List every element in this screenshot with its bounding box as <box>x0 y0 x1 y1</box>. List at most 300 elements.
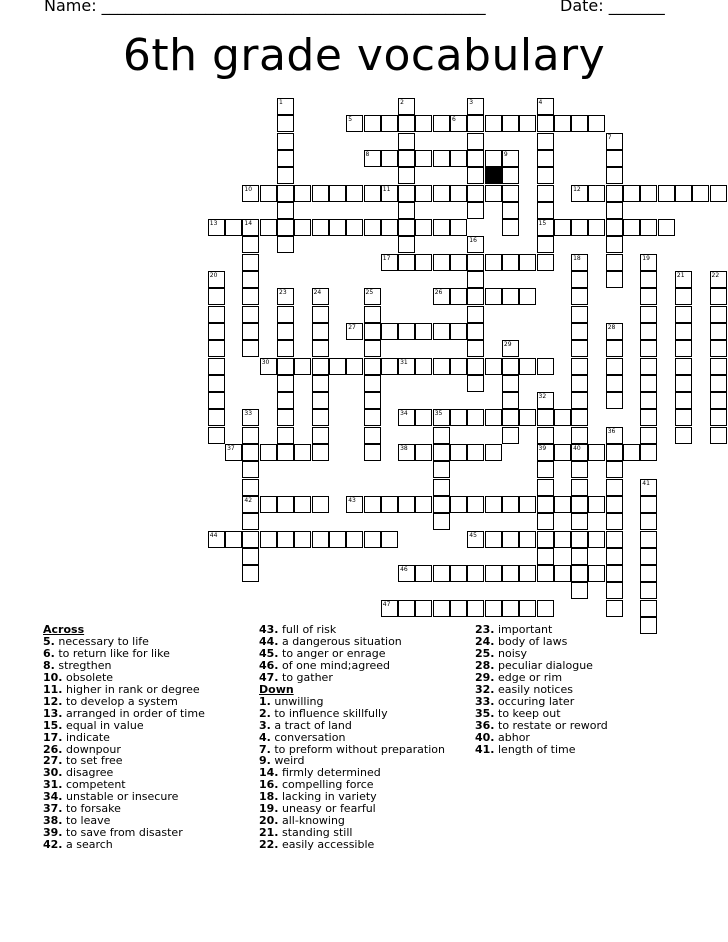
grid-cell[interactable] <box>415 496 432 513</box>
grid-cell[interactable] <box>606 236 623 253</box>
grid-cell[interactable] <box>640 565 657 582</box>
grid-cell[interactable] <box>519 496 536 513</box>
grid-cell[interactable] <box>537 427 554 444</box>
grid-cell[interactable] <box>312 444 329 461</box>
grid-cell[interactable] <box>277 202 294 219</box>
grid-cell[interactable] <box>312 358 329 375</box>
grid-cell[interactable] <box>485 600 502 617</box>
grid-cell[interactable] <box>640 271 657 288</box>
grid-cell[interactable] <box>640 444 657 461</box>
grid-cell[interactable] <box>450 565 467 582</box>
grid-cell[interactable] <box>710 323 727 340</box>
grid-cell[interactable] <box>364 358 381 375</box>
grid-cell[interactable] <box>415 150 432 167</box>
grid-cell[interactable] <box>675 306 692 323</box>
grid-cell[interactable] <box>485 150 502 167</box>
grid-cell[interactable] <box>398 98 415 115</box>
grid-cell[interactable] <box>502 358 519 375</box>
grid-cell[interactable] <box>225 219 242 236</box>
grid-cell[interactable] <box>502 496 519 513</box>
grid-cell[interactable] <box>502 219 519 236</box>
grid-cell[interactable] <box>277 150 294 167</box>
grid-cell[interactable] <box>519 115 536 132</box>
grid-cell[interactable] <box>571 219 588 236</box>
grid-cell[interactable] <box>242 340 259 357</box>
grid-cell[interactable] <box>433 288 450 305</box>
grid-cell[interactable] <box>588 185 605 202</box>
grid-cell[interactable] <box>381 254 398 271</box>
grid-cell[interactable] <box>450 323 467 340</box>
grid-cell[interactable] <box>433 496 450 513</box>
grid-cell[interactable] <box>554 219 571 236</box>
grid-cell[interactable] <box>502 427 519 444</box>
grid-cell[interactable] <box>502 340 519 357</box>
grid-cell[interactable] <box>519 288 536 305</box>
grid-cell[interactable] <box>450 600 467 617</box>
grid-cell[interactable] <box>277 531 294 548</box>
grid-cell[interactable] <box>242 479 259 496</box>
grid-cell[interactable] <box>242 513 259 530</box>
grid-cell[interactable] <box>242 219 259 236</box>
grid-cell[interactable] <box>277 427 294 444</box>
grid-cell[interactable] <box>398 409 415 426</box>
grid-cell[interactable] <box>554 496 571 513</box>
grid-cell[interactable] <box>208 427 225 444</box>
grid-cell[interactable] <box>640 617 657 634</box>
grid-cell[interactable] <box>277 236 294 253</box>
grid-cell[interactable] <box>554 531 571 548</box>
grid-cell[interactable] <box>675 392 692 409</box>
grid-cell[interactable] <box>675 288 692 305</box>
grid-cell[interactable] <box>208 219 225 236</box>
grid-cell[interactable] <box>537 98 554 115</box>
grid-cell[interactable] <box>485 496 502 513</box>
grid-cell[interactable] <box>467 496 484 513</box>
grid-cell[interactable] <box>242 271 259 288</box>
grid-cell[interactable] <box>675 358 692 375</box>
grid-cell[interactable] <box>640 340 657 357</box>
grid-cell[interactable] <box>208 340 225 357</box>
grid-cell[interactable] <box>675 185 692 202</box>
grid-cell[interactable] <box>415 565 432 582</box>
grid-cell[interactable] <box>502 254 519 271</box>
grid-cell[interactable] <box>640 306 657 323</box>
grid-cell[interactable] <box>537 513 554 530</box>
grid-cell[interactable] <box>364 219 381 236</box>
grid-cell[interactable] <box>571 409 588 426</box>
grid-cell[interactable] <box>398 185 415 202</box>
grid-cell[interactable] <box>606 185 623 202</box>
grid-cell[interactable] <box>606 461 623 478</box>
grid-cell[interactable] <box>710 375 727 392</box>
grid-cell[interactable] <box>485 185 502 202</box>
grid-cell[interactable] <box>606 323 623 340</box>
grid-cell[interactable] <box>467 185 484 202</box>
grid-cell[interactable] <box>519 600 536 617</box>
grid-cell[interactable] <box>554 444 571 461</box>
grid-cell[interactable] <box>623 444 640 461</box>
grid-cell[interactable] <box>502 167 519 184</box>
grid-cell[interactable] <box>294 185 311 202</box>
grid-cell[interactable] <box>433 323 450 340</box>
grid-cell[interactable] <box>606 202 623 219</box>
grid-cell[interactable] <box>346 185 363 202</box>
grid-cell[interactable] <box>571 271 588 288</box>
grid-cell[interactable] <box>467 358 484 375</box>
grid-cell[interactable] <box>537 150 554 167</box>
grid-cell[interactable] <box>450 185 467 202</box>
grid-cell[interactable] <box>502 202 519 219</box>
grid-cell[interactable] <box>242 236 259 253</box>
grid-cell[interactable] <box>294 444 311 461</box>
grid-cell[interactable] <box>537 479 554 496</box>
grid-cell[interactable] <box>364 427 381 444</box>
grid-cell[interactable] <box>415 185 432 202</box>
grid-cell[interactable] <box>364 375 381 392</box>
grid-cell[interactable] <box>606 600 623 617</box>
grid-cell[interactable] <box>675 340 692 357</box>
grid-cell[interactable] <box>433 409 450 426</box>
grid-cell[interactable] <box>450 115 467 132</box>
grid-cell[interactable] <box>537 236 554 253</box>
grid-cell[interactable] <box>398 133 415 150</box>
grid-cell[interactable] <box>640 548 657 565</box>
grid-cell[interactable] <box>485 444 502 461</box>
grid-cell[interactable] <box>450 409 467 426</box>
grid-cell[interactable] <box>485 565 502 582</box>
grid-cell[interactable] <box>208 531 225 548</box>
grid-cell[interactable] <box>554 115 571 132</box>
grid-cell[interactable] <box>537 409 554 426</box>
grid-cell[interactable] <box>485 115 502 132</box>
grid-cell[interactable] <box>467 565 484 582</box>
grid-cell[interactable] <box>502 600 519 617</box>
grid-cell[interactable] <box>260 496 277 513</box>
grid-cell[interactable] <box>398 358 415 375</box>
grid-cell[interactable] <box>571 115 588 132</box>
grid-cell[interactable] <box>502 288 519 305</box>
grid-cell[interactable] <box>571 479 588 496</box>
grid-cell[interactable] <box>606 150 623 167</box>
grid-cell[interactable] <box>398 254 415 271</box>
grid-cell[interactable] <box>398 565 415 582</box>
grid-cell[interactable] <box>571 358 588 375</box>
grid-cell[interactable] <box>640 392 657 409</box>
grid-cell[interactable] <box>260 444 277 461</box>
grid-cell[interactable] <box>450 150 467 167</box>
grid-cell[interactable] <box>502 150 519 167</box>
grid-cell[interactable] <box>467 133 484 150</box>
grid-cell[interactable] <box>571 306 588 323</box>
grid-cell[interactable] <box>640 219 657 236</box>
grid-cell[interactable] <box>537 185 554 202</box>
grid-cell[interactable] <box>606 427 623 444</box>
grid-cell[interactable] <box>571 531 588 548</box>
grid-cell[interactable] <box>277 288 294 305</box>
grid-cell[interactable] <box>450 254 467 271</box>
grid-cell[interactable] <box>640 479 657 496</box>
grid-cell[interactable] <box>537 531 554 548</box>
grid-cell[interactable] <box>415 254 432 271</box>
grid-cell[interactable] <box>502 409 519 426</box>
grid-cell[interactable] <box>606 565 623 582</box>
grid-cell[interactable] <box>242 288 259 305</box>
grid-cell[interactable] <box>485 358 502 375</box>
grid-cell[interactable] <box>606 340 623 357</box>
grid-cell[interactable] <box>467 202 484 219</box>
grid-cell[interactable] <box>571 185 588 202</box>
grid-cell[interactable] <box>346 219 363 236</box>
grid-cell[interactable] <box>640 375 657 392</box>
grid-cell[interactable] <box>640 496 657 513</box>
grid-cell[interactable] <box>208 409 225 426</box>
grid-cell[interactable] <box>277 444 294 461</box>
grid-cell[interactable] <box>364 185 381 202</box>
grid-cell[interactable] <box>588 496 605 513</box>
grid-cell[interactable] <box>537 202 554 219</box>
grid-cell[interactable] <box>537 115 554 132</box>
grid-cell[interactable] <box>433 219 450 236</box>
grid-cell[interactable] <box>502 531 519 548</box>
grid-cell[interactable] <box>312 496 329 513</box>
grid-cell[interactable] <box>242 444 259 461</box>
grid-cell[interactable] <box>710 427 727 444</box>
grid-cell[interactable] <box>312 288 329 305</box>
grid-cell[interactable] <box>554 409 571 426</box>
grid-cell[interactable] <box>571 496 588 513</box>
grid-cell[interactable] <box>710 340 727 357</box>
grid-cell[interactable] <box>710 358 727 375</box>
grid-cell[interactable] <box>225 531 242 548</box>
grid-cell[interactable] <box>260 219 277 236</box>
grid-cell[interactable] <box>242 531 259 548</box>
grid-cell[interactable] <box>415 444 432 461</box>
grid-cell[interactable] <box>606 358 623 375</box>
grid-cell[interactable] <box>606 496 623 513</box>
grid-cell[interactable] <box>606 254 623 271</box>
grid-cell[interactable] <box>433 479 450 496</box>
grid-cell[interactable] <box>467 236 484 253</box>
grid-cell[interactable] <box>329 219 346 236</box>
grid-cell[interactable] <box>606 582 623 599</box>
grid-cell[interactable] <box>364 444 381 461</box>
grid-cell[interactable] <box>485 531 502 548</box>
grid-cell[interactable] <box>208 375 225 392</box>
grid-cell[interactable] <box>537 392 554 409</box>
grid-cell[interactable] <box>450 444 467 461</box>
grid-cell[interactable] <box>537 358 554 375</box>
grid-cell[interactable] <box>606 444 623 461</box>
grid-cell[interactable] <box>260 185 277 202</box>
grid-cell[interactable] <box>519 409 536 426</box>
grid-cell[interactable] <box>364 115 381 132</box>
grid-cell[interactable] <box>242 409 259 426</box>
grid-cell[interactable] <box>537 496 554 513</box>
grid-cell[interactable] <box>242 548 259 565</box>
grid-cell[interactable] <box>277 496 294 513</box>
grid-cell[interactable] <box>710 392 727 409</box>
grid-cell[interactable] <box>606 531 623 548</box>
grid-cell[interactable] <box>415 409 432 426</box>
grid-cell[interactable] <box>571 565 588 582</box>
grid-cell[interactable] <box>364 288 381 305</box>
grid-cell[interactable] <box>502 115 519 132</box>
grid-cell[interactable] <box>710 271 727 288</box>
grid-cell[interactable] <box>467 323 484 340</box>
grid-cell[interactable] <box>537 254 554 271</box>
grid-cell[interactable] <box>398 600 415 617</box>
grid-cell[interactable] <box>675 271 692 288</box>
grid-cell[interactable] <box>208 271 225 288</box>
grid-cell[interactable] <box>364 323 381 340</box>
grid-cell[interactable] <box>640 582 657 599</box>
grid-cell[interactable] <box>242 496 259 513</box>
grid-cell[interactable] <box>312 185 329 202</box>
grid-cell[interactable] <box>242 254 259 271</box>
grid-cell[interactable] <box>519 565 536 582</box>
grid-cell[interactable] <box>675 409 692 426</box>
grid-cell[interactable] <box>364 496 381 513</box>
grid-cell[interactable] <box>260 531 277 548</box>
grid-cell[interactable] <box>675 427 692 444</box>
grid-cell[interactable] <box>467 271 484 288</box>
grid-cell[interactable] <box>675 375 692 392</box>
grid-cell[interactable] <box>675 323 692 340</box>
grid-cell[interactable] <box>242 306 259 323</box>
grid-cell[interactable] <box>485 409 502 426</box>
grid-cell[interactable] <box>277 98 294 115</box>
grid-cell[interactable] <box>398 323 415 340</box>
grid-cell[interactable] <box>381 600 398 617</box>
grid-cell[interactable] <box>606 219 623 236</box>
grid-cell[interactable] <box>537 133 554 150</box>
grid-cell[interactable] <box>381 358 398 375</box>
grid-cell[interactable] <box>277 306 294 323</box>
grid-cell[interactable] <box>364 531 381 548</box>
grid-cell[interactable] <box>312 219 329 236</box>
grid-cell[interactable] <box>519 254 536 271</box>
grid-cell[interactable] <box>329 358 346 375</box>
grid-cell[interactable] <box>381 185 398 202</box>
grid-cell[interactable] <box>208 392 225 409</box>
grid-cell[interactable] <box>398 202 415 219</box>
grid-cell[interactable] <box>398 496 415 513</box>
grid-cell[interactable] <box>450 219 467 236</box>
grid-cell[interactable] <box>588 565 605 582</box>
grid-cell[interactable] <box>519 358 536 375</box>
grid-cell[interactable] <box>294 219 311 236</box>
grid-cell[interactable] <box>242 461 259 478</box>
grid-cell[interactable] <box>571 427 588 444</box>
grid-cell[interactable] <box>381 219 398 236</box>
grid-cell[interactable] <box>312 340 329 357</box>
grid-cell[interactable] <box>208 288 225 305</box>
grid-cell[interactable] <box>450 358 467 375</box>
grid-cell[interactable] <box>312 375 329 392</box>
grid-cell[interactable] <box>398 115 415 132</box>
grid-cell[interactable] <box>381 496 398 513</box>
grid-cell[interactable] <box>415 358 432 375</box>
grid-cell[interactable] <box>433 254 450 271</box>
grid-cell[interactable] <box>537 461 554 478</box>
grid-cell[interactable] <box>312 306 329 323</box>
grid-cell[interactable] <box>381 150 398 167</box>
grid-cell[interactable] <box>485 288 502 305</box>
grid-cell[interactable] <box>242 427 259 444</box>
grid-cell[interactable] <box>467 98 484 115</box>
grid-cell[interactable] <box>502 185 519 202</box>
grid-cell[interactable] <box>398 236 415 253</box>
grid-cell[interactable] <box>364 392 381 409</box>
grid-cell[interactable] <box>502 375 519 392</box>
grid-cell[interactable] <box>606 167 623 184</box>
grid-cell[interactable] <box>398 150 415 167</box>
grid-cell[interactable] <box>692 185 709 202</box>
grid-cell[interactable] <box>485 254 502 271</box>
grid-cell[interactable] <box>346 531 363 548</box>
grid-cell[interactable] <box>571 582 588 599</box>
grid-cell[interactable] <box>588 115 605 132</box>
grid-cell[interactable] <box>433 513 450 530</box>
grid-cell[interactable] <box>606 548 623 565</box>
grid-cell[interactable] <box>537 600 554 617</box>
name-field[interactable]: Name: ________________________________________________ <box>44 0 486 15</box>
grid-cell[interactable] <box>260 358 277 375</box>
grid-cell[interactable] <box>415 115 432 132</box>
grid-cell[interactable] <box>312 409 329 426</box>
grid-cell[interactable] <box>571 340 588 357</box>
grid-cell[interactable] <box>277 115 294 132</box>
grid-cell[interactable] <box>277 323 294 340</box>
grid-cell[interactable] <box>415 219 432 236</box>
grid-cell[interactable] <box>208 358 225 375</box>
grid-cell[interactable] <box>329 185 346 202</box>
grid-cell[interactable] <box>467 115 484 132</box>
grid-cell[interactable] <box>433 358 450 375</box>
grid-cell[interactable] <box>467 167 484 184</box>
grid-cell[interactable] <box>312 392 329 409</box>
grid-cell[interactable] <box>467 340 484 357</box>
grid-cell[interactable] <box>381 323 398 340</box>
grid-cell[interactable] <box>415 600 432 617</box>
grid-cell[interactable] <box>433 185 450 202</box>
grid-cell[interactable] <box>571 375 588 392</box>
grid-cell[interactable] <box>398 444 415 461</box>
grid-cell[interactable] <box>588 531 605 548</box>
grid-cell[interactable] <box>433 115 450 132</box>
grid-cell[interactable] <box>658 219 675 236</box>
grid-cell[interactable] <box>398 219 415 236</box>
grid-cell[interactable] <box>467 150 484 167</box>
grid-cell[interactable] <box>606 513 623 530</box>
grid-cell[interactable] <box>277 375 294 392</box>
grid-cell[interactable] <box>571 254 588 271</box>
grid-cell[interactable] <box>640 600 657 617</box>
grid-cell[interactable] <box>312 323 329 340</box>
date-field[interactable]: Date: _______ <box>560 0 665 15</box>
grid-cell[interactable] <box>398 167 415 184</box>
grid-cell[interactable] <box>571 288 588 305</box>
grid-cell[interactable] <box>606 271 623 288</box>
grid-cell[interactable] <box>710 409 727 426</box>
grid-cell[interactable] <box>433 461 450 478</box>
grid-cell[interactable] <box>277 219 294 236</box>
grid-cell[interactable] <box>571 323 588 340</box>
grid-cell[interactable] <box>277 409 294 426</box>
grid-cell[interactable] <box>277 392 294 409</box>
grid-cell[interactable] <box>640 427 657 444</box>
grid-cell[interactable] <box>346 115 363 132</box>
